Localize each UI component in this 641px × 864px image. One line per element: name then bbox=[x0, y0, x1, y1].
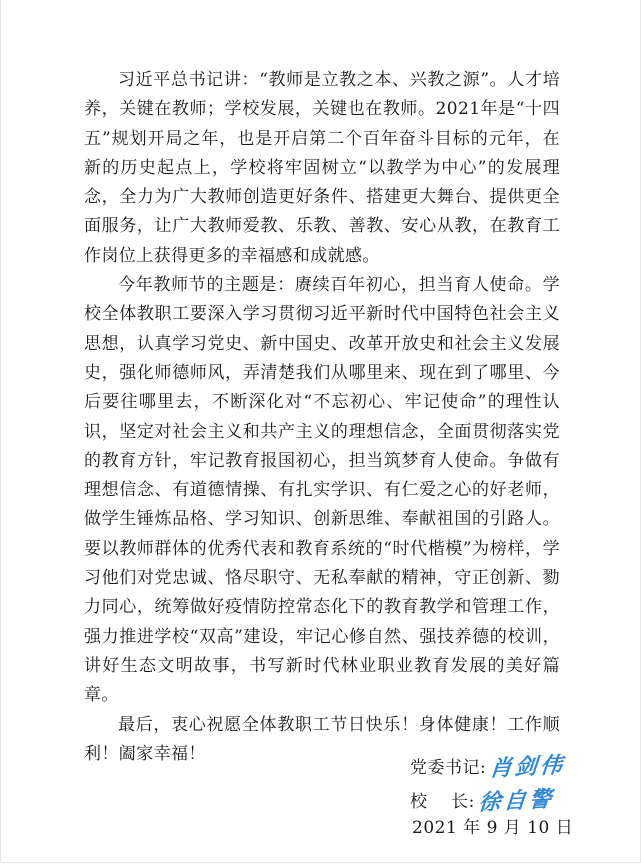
president-row bbox=[410, 782, 610, 816]
paragraph-theme: 今年教师节的主题是：赓续百年初心，担当育人使命。学校全体教职工要深入学习贯彻习近平新时代中国特色社会主义思想，认真学习党史、新中国史、改革开放史和社会主义发展史，强化师德师风，弄清楚我们从哪里来、现在到了哪里、今后要往哪里去，不断深化对“不忘初心、牢记使命”的理性认识，坚定对社会主义和共产主义的理想信念，全面贯彻落实党的教育方针，牢记教育报国初心，担当筑梦育人使命。争做有理想信念、有道德情操、有扎实学识、有仁爱之心的好老师，做学生锤炼品格、学习知识、创新思维、奉献祖国的引路人。要以教师群体的优秀代表和教育系统的“时代楷模”为榜样，学习他们对党忠诚、恪尽职守、无私奉献的精神，守正创新、勠力同心，统筹做好疫情防控常态化下的教育教学和管理工作，强力推进学校“双高”建设，牢记心修自然、强技养德的校训，讲好生态文明故事，书写新时代林业职业教育发展的美好篇章。 bbox=[84, 275, 560, 706]
party-secretary-label: 党委书记: bbox=[410, 757, 487, 778]
president-signature: 徐自警 bbox=[477, 785, 556, 816]
paragraph-closing: 最后，衷心祝愿全体教职工节日快乐！身体健康！工作顺利！阖家幸福！ bbox=[84, 714, 560, 764]
signature-block bbox=[410, 748, 610, 816]
party-secretary-row bbox=[410, 748, 610, 782]
president-label: 校 长: bbox=[410, 791, 475, 812]
letter-body bbox=[84, 66, 560, 769]
paragraph-intro: 习近平总书记讲：“教师是立教之本、兴教之源”。人才培养，关键在教师；学校发展，关键也在教师。2021年是“十四五”规划开局之年，也是开启第二个百年奋斗目标的元年，在新的历史起点上，学校将牢固树立“以教学为中心”的发展理念，全力为广大教师创造更好条件、搭建更大舞台、提供更全面服务，让广大教师爱教、乐教、善教、安心从教，在教育工作岗位上获得更多的幸福感和成就感。 bbox=[84, 70, 560, 266]
letter-date: 2021 年 9 月 10 日 bbox=[412, 818, 574, 838]
party-secretary-signature: 肖剑伟 bbox=[488, 751, 567, 782]
